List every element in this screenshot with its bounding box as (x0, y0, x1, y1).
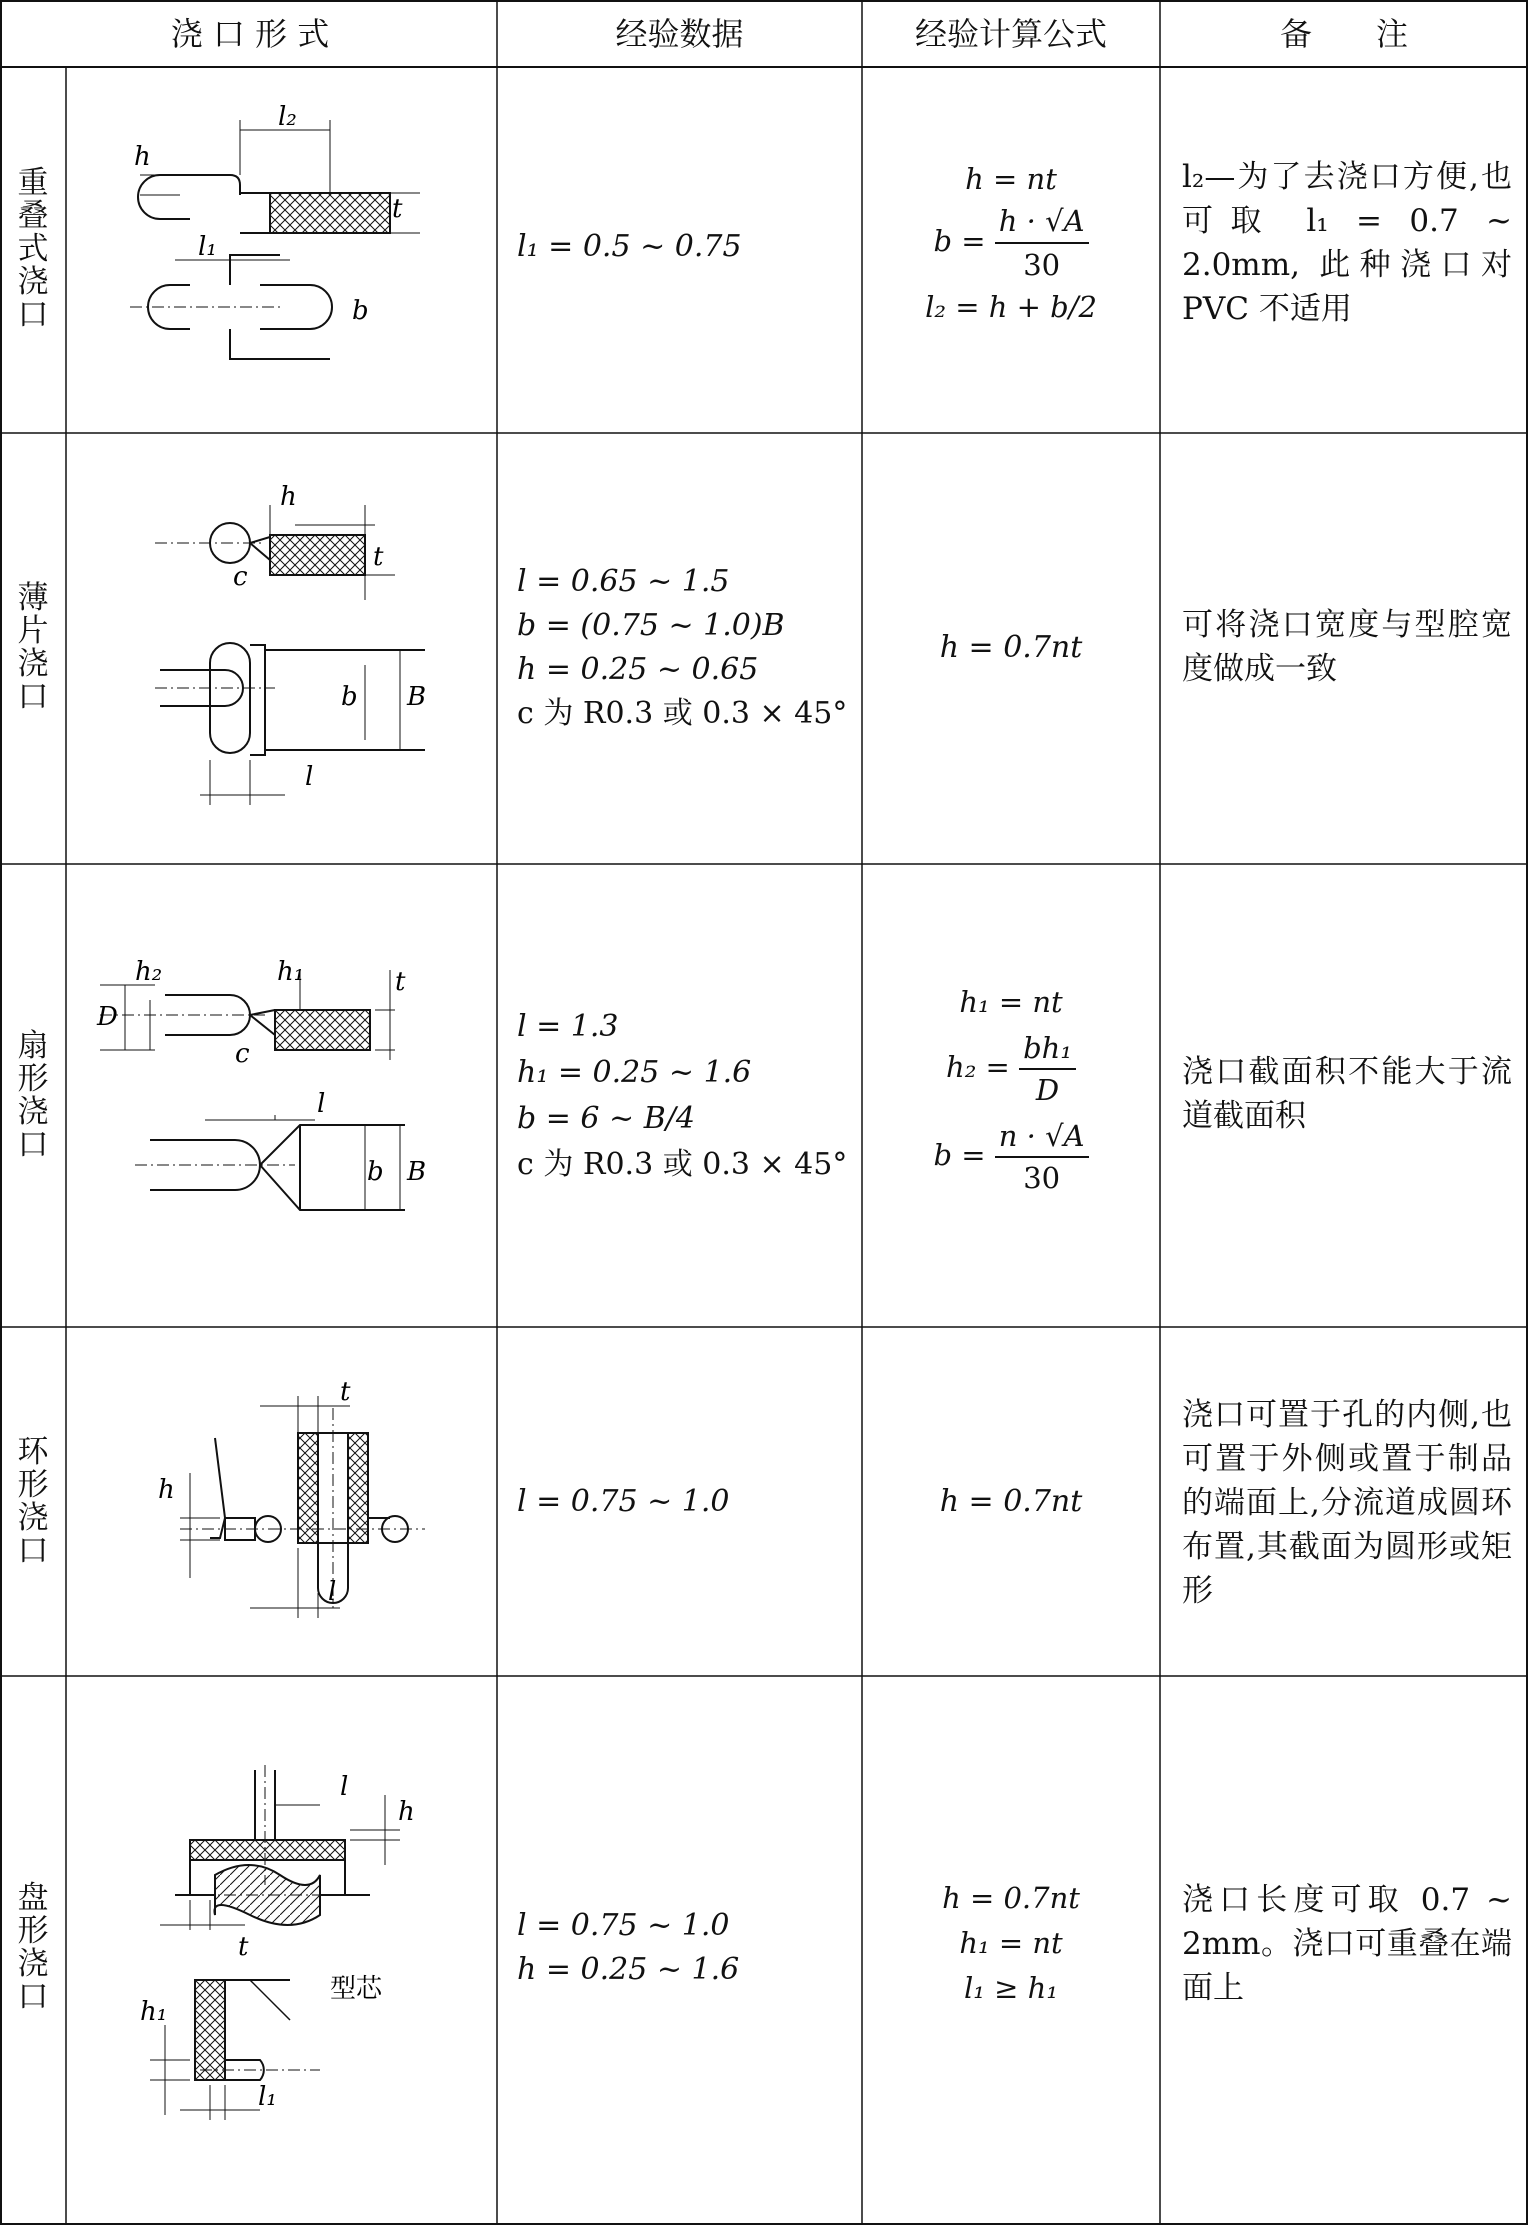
row2-remarks: 可将浇口宽度与型腔宽度做成一致 (1182, 607, 1512, 687)
row3-gate-name: 扇 形 浇 口 (17, 1028, 49, 1163)
row5-gate-diagram (140, 1765, 460, 2135)
r4-label-l: l (328, 1577, 337, 1607)
row1-remarks: l₂—为了去浇口方便,也可取 l₁ = 0.7 ~ 2.0mm, 此种浇口对 PVC 不适用 (1182, 159, 1512, 327)
row1-gate-diagram (130, 105, 430, 375)
r2-label-b: b (341, 682, 358, 712)
row5-formula: h = 0.7nt h₁ = nt l₁ ≥ h₁ (942, 1881, 1080, 2005)
header-formula: 经验计算公式 (914, 15, 1107, 53)
r2-label-h: h (280, 485, 297, 512)
header-remarks: 备 注 (1279, 15, 1408, 53)
r4-label-t: t (340, 1378, 351, 1407)
r5-label-core: 型芯 (330, 1974, 383, 2004)
row1-empirical-data: l₁ = 0.5 ~ 0.75 (517, 229, 742, 264)
r1-label-b: b (352, 296, 369, 326)
row2-formula: h = 0.7nt (939, 630, 1083, 665)
r2-label-B: B (407, 682, 427, 712)
r3-label-l: l (317, 1089, 326, 1119)
r3-label-h1: h₁ (277, 957, 305, 987)
r3-label-h2: h₂ (135, 957, 163, 987)
r2-label-t: t (373, 542, 384, 572)
row3-formula: h₁ = nt h₂ = $\frac{\text{bh₁}}{D}$ b = $\frac{n \cdot √A}{30}$ (862, 982, 1160, 1198)
r3-label-B: B (407, 1157, 427, 1187)
r4-label-h: h (158, 1475, 175, 1505)
row4-gate-diagram (150, 1378, 440, 1628)
row2-gate-diagram (145, 485, 445, 815)
row5-gate-name: 盘 形 浇 口 (17, 1880, 49, 2015)
row4-gate-name: 环 形 浇 口 (17, 1434, 49, 1569)
r3-label-b: b (367, 1157, 384, 1187)
r3-label-t: t (395, 967, 406, 997)
row4-remarks: 浇口可置于孔的内侧,也可置于外侧或置于制品的端面上,分流道成圆环布置,其截面为圆形或矩形 (1182, 1397, 1512, 1609)
row2-empirical-data: l = 0.65 ~ 1.5 b = (0.75 ~ 1.0)B h = 0.25 ~ 0.65 c 为 R0.3 或 0.3 × 45° (517, 564, 848, 731)
row1-formula: h = nt b = $\frac{h \cdot √A}{30}$ l₂ = h + b/2 (925, 162, 1097, 324)
r1-label-t: t (392, 194, 403, 224)
r2-label-c: c (233, 562, 248, 592)
r1-label-l1: l₁ (198, 232, 217, 262)
r5-label-h1: h₁ (140, 1997, 168, 2027)
row3-empirical-data: l = 1.3 h₁ = 0.25 ~ 1.6 b = 6 ~ B/4 c 为 R0.3 或 0.3 × 45° (517, 1009, 848, 1182)
r5-label-l1: l₁ (258, 2082, 277, 2112)
header-gate-form: 浇 口 形 式 (170, 15, 330, 53)
r3-label-D: D (97, 1002, 118, 1032)
header-empirical-data: 经验数据 (615, 15, 744, 53)
row4-formula: h = 0.7nt (939, 1484, 1083, 1519)
row4-empirical-data: l = 0.75 ~ 1.0 (517, 1484, 730, 1519)
row5-remarks: 浇口长度可取 0.7 ~ 2mm。浇口可重叠在端面上 (1182, 1882, 1512, 2006)
r5-label-h: h (398, 1797, 415, 1827)
row3-gate-diagram (95, 950, 475, 1240)
r1-label-h: h (134, 142, 151, 172)
row2-gate-name: 薄 片 浇 口 (17, 580, 49, 715)
r5-label-t: t (238, 1932, 249, 1962)
row1-gate-name: 重 叠 式 浇 口 (17, 165, 49, 333)
r2-label-l: l (305, 762, 314, 792)
r1-label-l2: l₂ (278, 105, 297, 132)
row5-empirical-data: l = 0.75 ~ 1.0 h = 0.25 ~ 1.6 (517, 1908, 740, 1987)
r3-label-c: c (235, 1039, 250, 1069)
row3-remarks: 浇口截面积不能大于流道截面积 (1182, 1054, 1512, 1134)
r5-label-l: l (340, 1772, 349, 1802)
